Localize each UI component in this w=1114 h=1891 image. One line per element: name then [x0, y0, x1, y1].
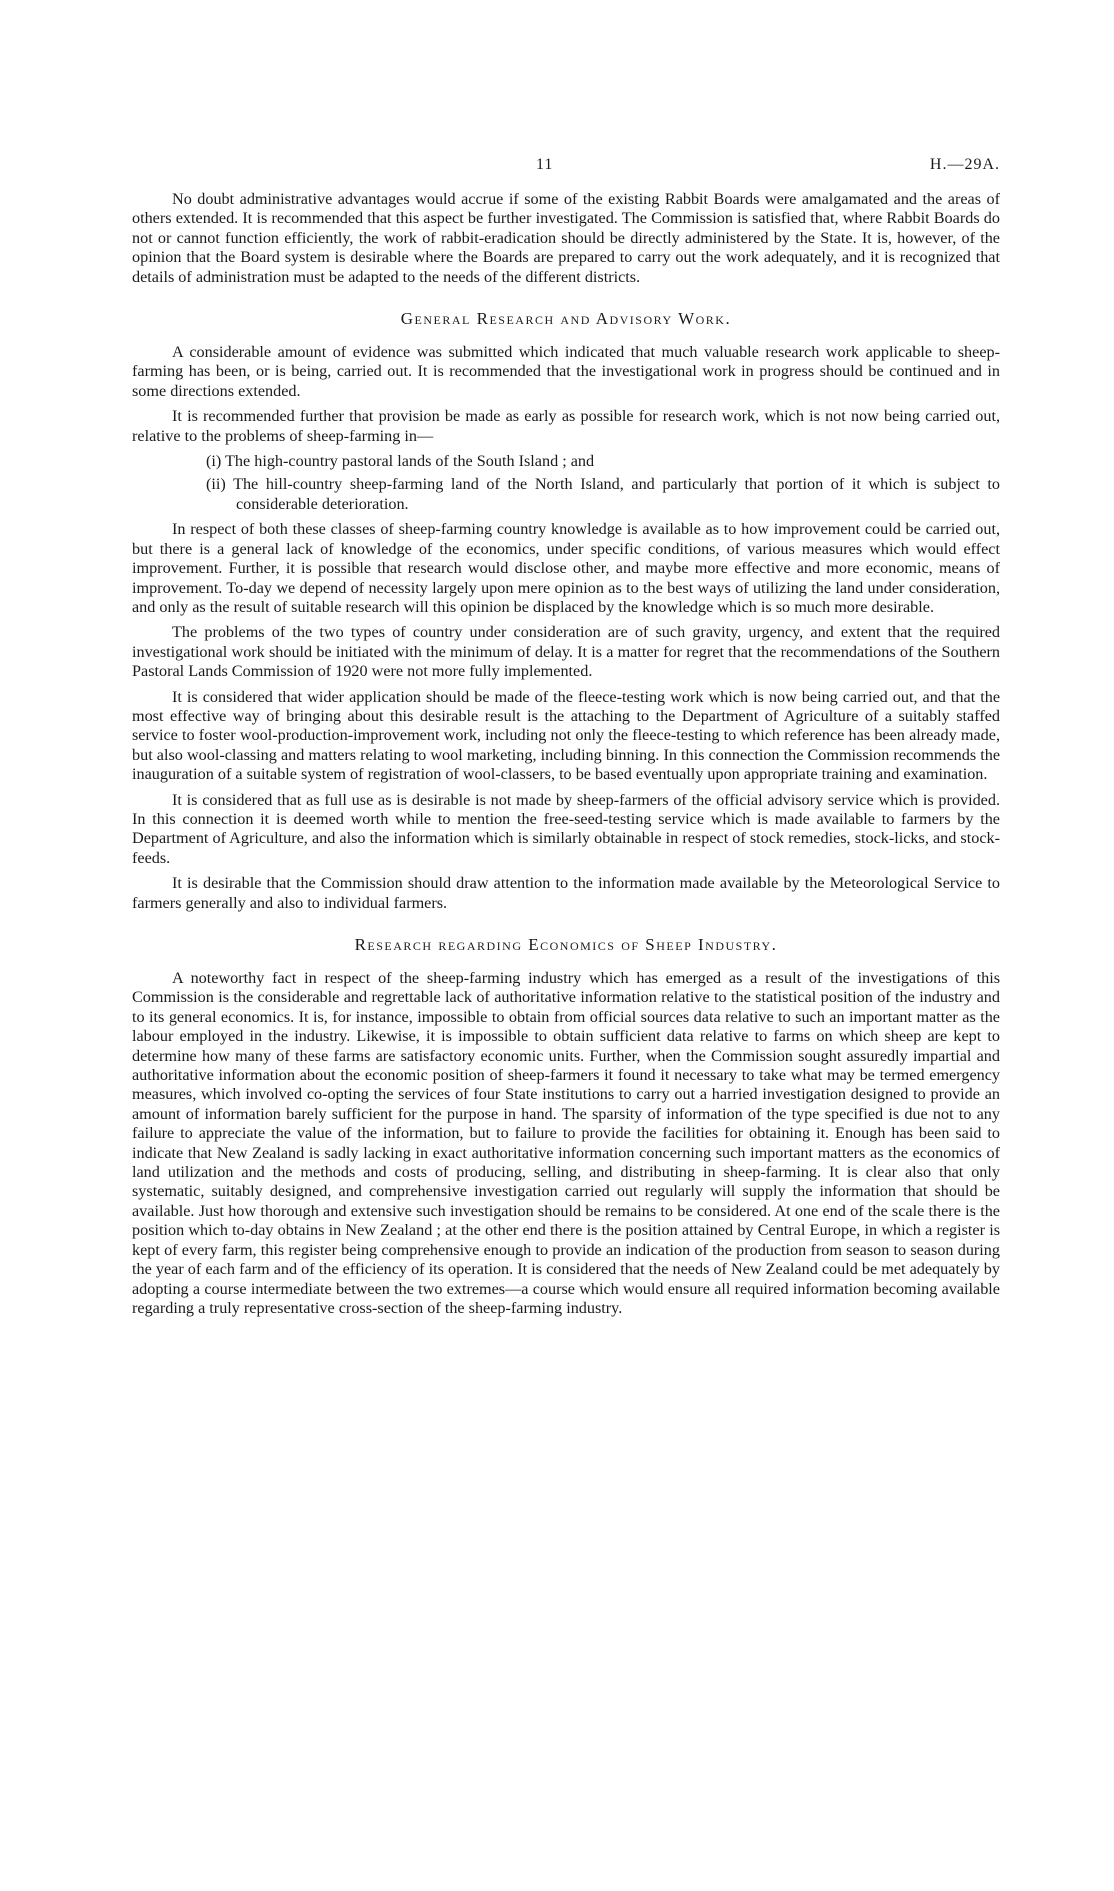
list-item: (i) The high-country pastoral lands of the South Island ; and	[206, 452, 595, 471]
document-page	[132, 150, 1000, 1324]
problem-list	[132, 452, 1000, 514]
page-number: 11	[536, 156, 554, 173]
intro-paragraph: No doubt administrative advantages would accrue if some of the existing Rabbit Boards were amalgamated and the areas of others extended. It is recommended that this aspect be further investigated. The Commission is satisfied that, where Rabbit Boards do not or cannot function efficiently, the work of rabbit-eradication should be directly administered by the State. It is, however, of the opinion that the Board system is desirable where the Boards are prepared to carry out the work adequately, and it is recognized that details of administration must be adapted to the needs of the different districts.	[132, 190, 1000, 286]
page-header	[132, 150, 1000, 190]
paragraph: It is desirable that the Commission should draw attention to the information made available by the Meteorological Service to farmers generally and also to individual farmers.	[132, 874, 1000, 912]
paragraph: A considerable amount of evidence was submitted which indicated that much valuable research work applicable to sheep-farming has been, or is being, carried out. It is recommended that the investigational work in progress should be continued and in some directions extended.	[132, 343, 1000, 400]
section-heading-economics-research: Research regarding Economics of Sheep Industry.	[354, 935, 778, 954]
list-item: (ii) The hill-country sheep-farming land of the North Island, and particularly that portion of it which is subject to considerable deterioration.	[206, 475, 1000, 513]
paragraph: It is considered that as full use as is desirable is not made by sheep-farmers of the official advisory service which is provided. In this connection it is deemed worth while to mention the free-seed-testing service which is made available to farmers by the Department of Agriculture, and also the information which is similarly obtainable in respect of stock remedies, stock-licks, and stock-feeds.	[132, 790, 1000, 867]
paragraph: In respect of both these classes of sheep-farming country knowledge is available as to how improvement could be carried out, but there is a general lack of knowledge of the economics, under specific conditions, of various measures which would effect improvement. Further, it is possible that research would disclose other, and maybe more effective and more economic, means of improvement. To-day we depend of necessity largely upon mere opinion as to the best ways of utilizing the land under consideration, and only as the result of suitable research will this opinion be displaced by the knowledge which is so much more desirable.	[132, 520, 1000, 616]
paragraph: A noteworthy fact in respect of the sheep-farming industry which has emerged as a result of the investigations of this Commission is the considerable and regrettable lack of authoritative information relative to the statistical position of the industry and to its general economics. It is, for instance, impossible to obtain from official sources data relative to such an important matter as the labour employed in the industry. Likewise, it is impossible to obtain sufficient data relative to farms on which sheep are kept to determine how many of these farms are satisfactory economic units. Further, when the Commission sought assuredly impartial and authoritative information about the economic position of sheep-farmers it found it necessary to take what may be termed emergency measures, which involved co-opting the services of four State institutions to carry out a harried investigation designed to provide an amount of information barely sufficient for the purpose in hand. The sparsity of information of the type specified is due not to any failure to appreciate the value of the information, but to failure to provide the facilities for obtaining it. Enough has been said to indicate that New Zealand is sadly lacking in exact authoritative information concerning such important matters as the economics of land utilization and the methods and costs of producing, selling, and distributing in sheep-farming. It is clear also that only systematic, suitably designed, and comprehensive investigation carried out regularly will supply the information that should be available. Just how thorough and extensive such investigation should be remains to be considered. At one end of the scale there is the position which to-day obtains in New Zealand ; at the other end there is the position attained by Central Europe, in which a register is kept of every farm, this register being comprehensive enough to provide an indication of the production from season to season during the year of each farm and of the efficiency of its operation. It is considered that the needs of New Zealand could be met adequately by adopting a course intermediate between the two extremes—a course which would ensure all required information becoming available regarding a truly representative cross-section of the sheep-farming industry.	[132, 969, 1000, 1317]
document-reference: H.—29A.	[929, 156, 1000, 173]
section-heading-general-research: General Research and Advisory Work.	[400, 309, 732, 329]
paragraph: The problems of the two types of country under consideration are of such gravity, urgency, and extent that the required investigational work should be initiated with the minimum of delay. It is a matter for regret that the recommendations of the Southern Pastoral Lands Commission of 1920 were not more fully implemented.	[132, 623, 1000, 681]
paragraph: It is considered that wider application should be made of the fleece-testing work which is now being carried out, and that the most effective way of bringing about this desirable result is the attaching to the Department of Agriculture of a suitably staffed service to foster wool-production-improvement work, including not only the fleece-testing to which reference has been already made, but also wool-classing and matters relating to wool marketing, including binning. In this connection the Commission recommends the inauguration of a suitable system of registration of wool-classers, to be based eventually upon appropriate training and examination.	[132, 687, 1000, 784]
paragraph: It is recommended further that provision be made as early as possible for research work, which is not now being carried out, relative to the problems of sheep-farming in—	[132, 407, 1000, 445]
